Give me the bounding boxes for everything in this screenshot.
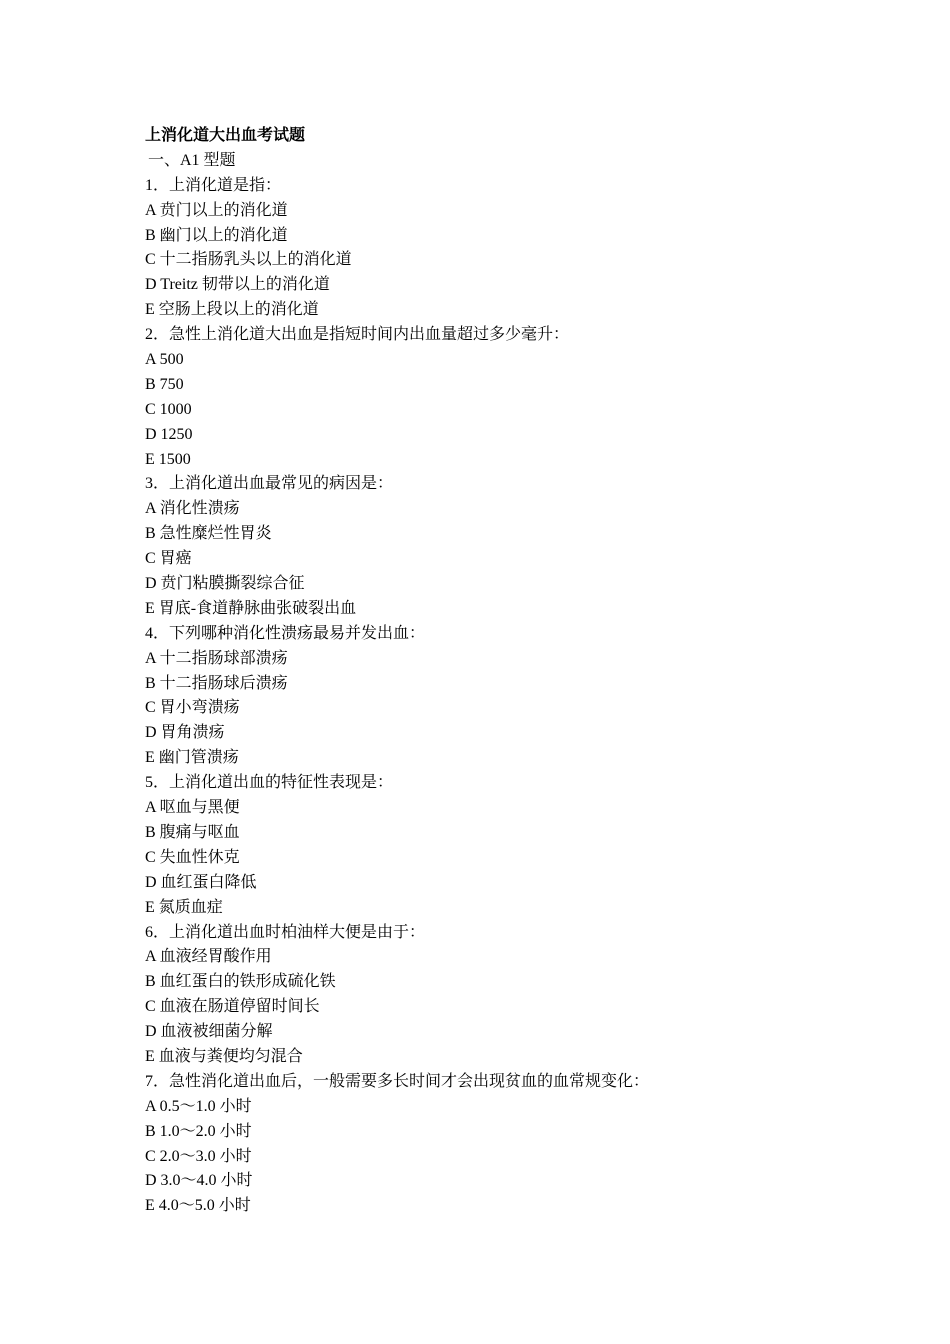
section-heading: 一、A1 型题 [148,151,236,169]
answer-option: C 1000 [145,400,192,418]
answer-option: B 1.0～2.0 小时 [145,1122,252,1140]
answer-option: D 血红蛋白降低 [145,873,257,891]
question-stem: 4．下列哪种消化性溃疡最易并发出血： [145,624,426,642]
answer-option: A 500 [145,351,184,369]
answer-option: E 1500 [145,450,191,468]
answer-option: B 急性糜烂性胃炎 [145,525,272,543]
answer-option: C 胃癌 [145,550,192,568]
question-block [145,472,865,621]
answer-option: A 消化性溃疡 [145,500,240,518]
answer-option: B 腹痛与呕血 [145,823,240,841]
question-stem: 5．上消化道出血的特征性表现是： [145,774,394,792]
question-stem: 3．上消化道出血最常见的病因是： [145,475,394,493]
answer-option: E 胃底-食道静脉曲张破裂出血 [145,599,357,617]
answer-option: A 0.5～1.0 小时 [145,1097,252,1115]
question-stem: 1．上消化道是指： [145,176,282,194]
question-block [145,622,865,771]
answer-option: E 空肠上段以上的消化道 [145,301,319,319]
question-stem: 2．急性上消化道大出血是指短时间内出血量超过多少毫升： [145,326,570,344]
answer-option: B 幽门以上的消化道 [145,226,288,244]
answer-option: D 血液被细菌分解 [145,1023,273,1041]
question-block [145,323,865,472]
question-block [145,921,865,1070]
document-page [145,124,865,1219]
question-block [145,771,865,920]
answer-option: D Treitz 韧带以上的消化道 [145,276,330,294]
answer-option: A 呕血与黑便 [145,799,240,817]
answer-option: A 贲门以上的消化道 [145,201,288,219]
question-list [145,174,865,1219]
answer-option: D 1250 [145,425,193,443]
answer-option: E 血液与粪便均匀混合 [145,1047,303,1065]
answer-option: D 胃角溃疡 [145,724,225,742]
answer-option: A 十二指肠球部溃疡 [145,649,288,667]
answer-option: E 氮质血症 [145,898,223,916]
answer-option: B 十二指肠球后溃疡 [145,674,288,692]
answer-option: C 失血性休克 [145,848,240,866]
answer-option: D 贲门粘膜撕裂综合征 [145,575,305,593]
question-stem: 7．急性消化道出血后，一般需要多长时间才会出现贫血的血常规变化： [145,1072,650,1090]
question-block [145,1070,865,1219]
answer-option: D 3.0～4.0 小时 [145,1172,253,1190]
answer-option: E 幽门管溃疡 [145,749,239,767]
answer-option: C 十二指肠乳头以上的消化道 [145,251,352,269]
answer-option: C 2.0～3.0 小时 [145,1147,252,1165]
question-block [145,174,865,323]
answer-option: B 750 [145,375,184,393]
answer-option: C 胃小弯溃疡 [145,699,240,717]
answer-option: E 4.0～5.0 小时 [145,1197,251,1215]
document-title: 上消化道大出血考试题 [145,127,306,144]
answer-option: C 血液在肠道停留时间长 [145,998,320,1016]
answer-option: B 血红蛋白的铁形成硫化铁 [145,973,336,991]
answer-option: A 血液经胃酸作用 [145,948,272,966]
question-stem: 6．上消化道出血时柏油样大便是由于： [145,923,426,941]
